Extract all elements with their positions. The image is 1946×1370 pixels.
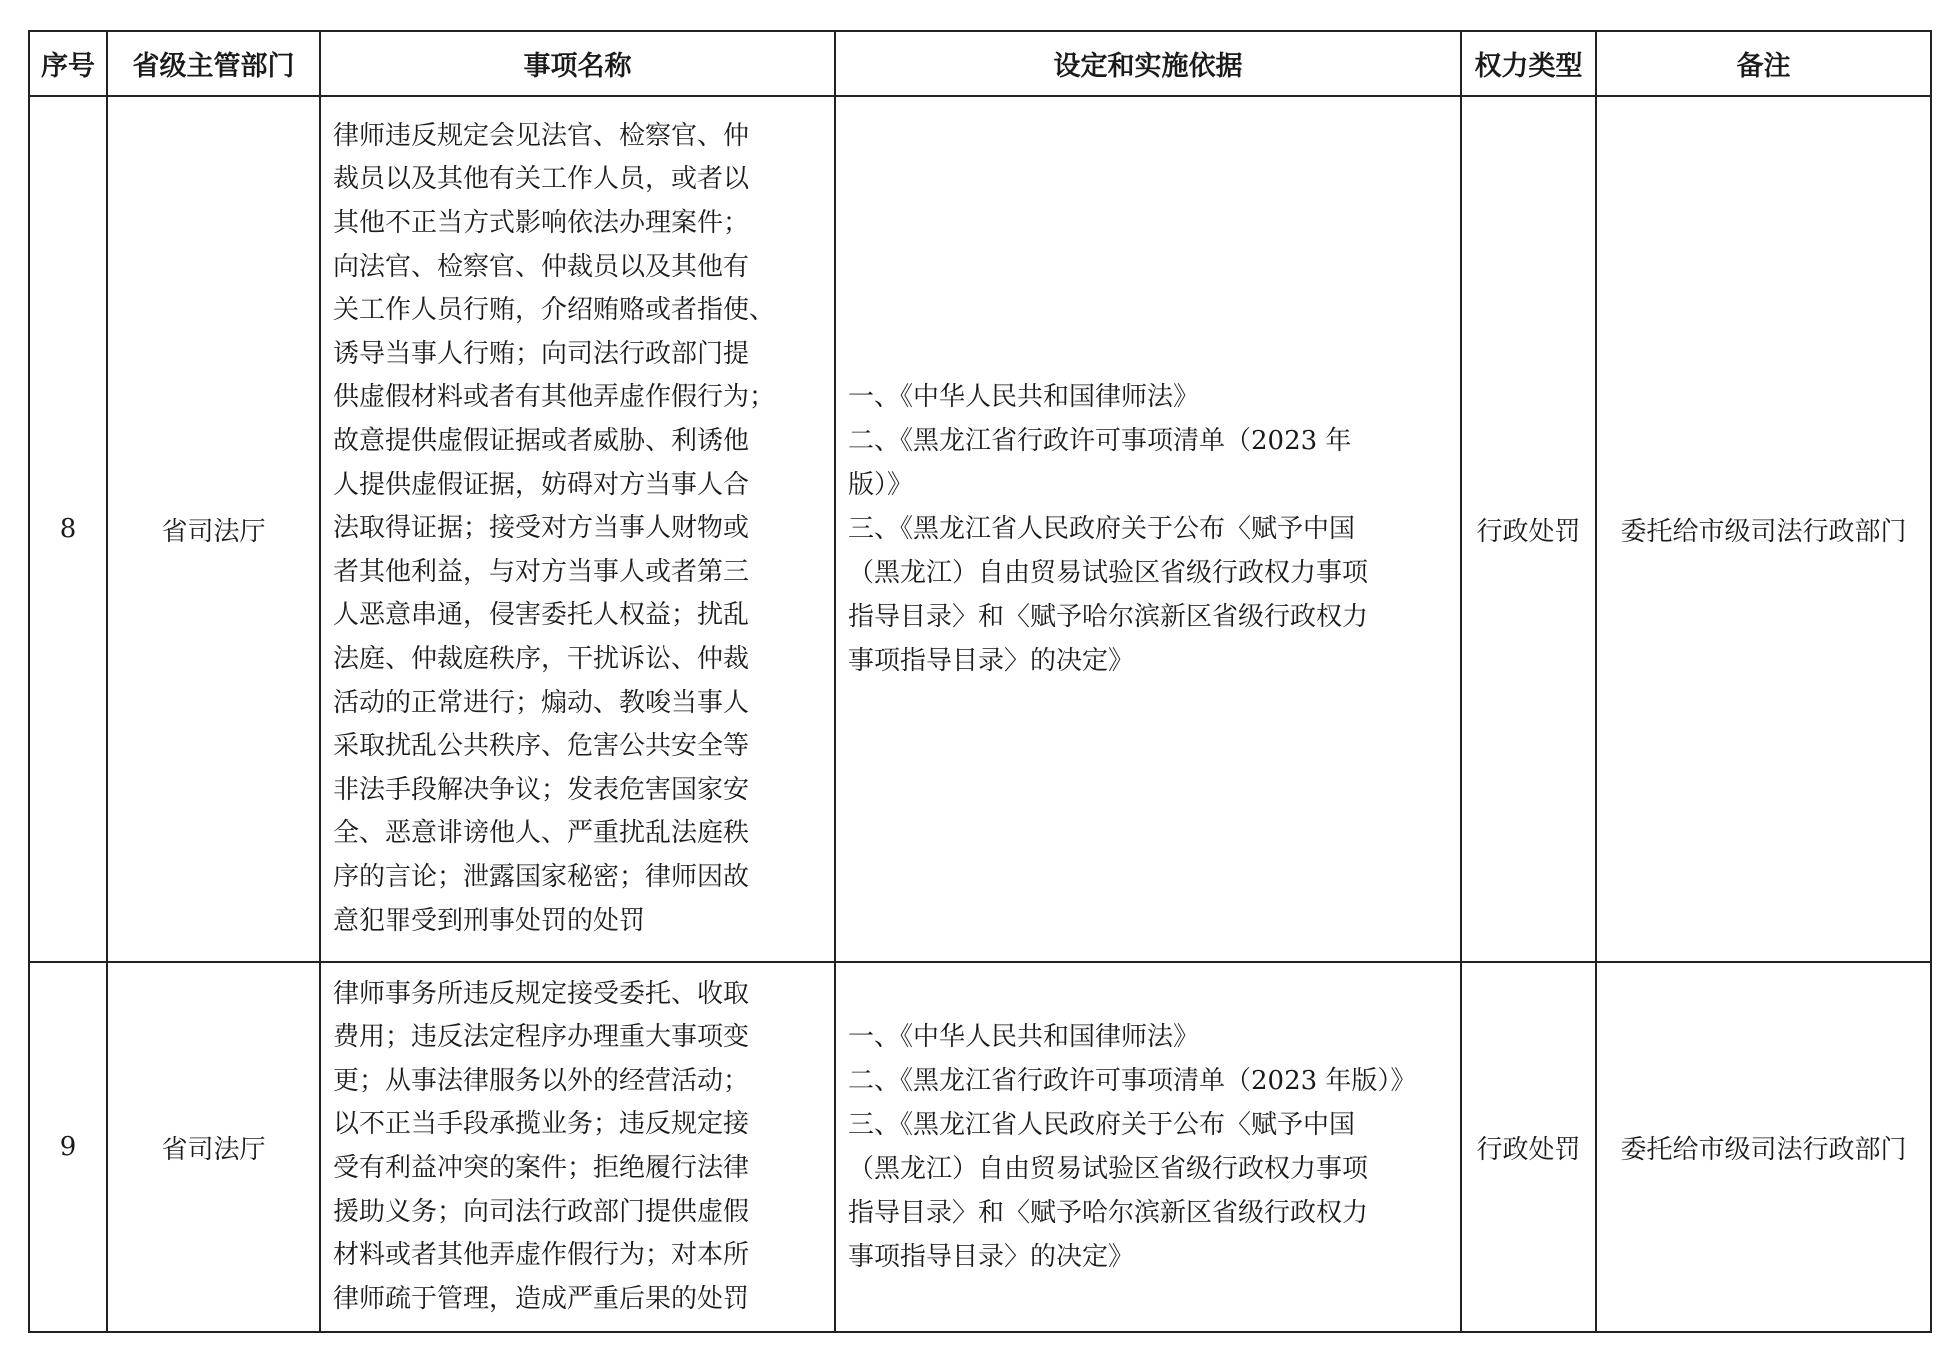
document-page — [28, 30, 1930, 1333]
cell-remark: 委托给市级司法行政部门 — [1596, 96, 1931, 962]
cell-basis — [835, 96, 1461, 962]
basis-text: 一、《中华人民共和国律师法》 二、《黑龙江省行政许可事项清单（2023 年版）》 三、《黑龙江省人民政府关于公布〈赋予中国 （黑龙江）自由贸易试验区省级行政权力事项 指导目录〉和〈赋予哈尔滨新区省级行政权力 事项指导目录〉的决定》 — [848, 1022, 1417, 1272]
cell-item-name — [320, 96, 835, 962]
basis-text: 一、《中华人民共和国律师法》 二、《黑龙江省行政许可事项清单（2023 年 版）》 三、《黑龙江省人民政府关于公布〈赋予中国 （黑龙江）自由贸易试验区省级行政权力事项 指导目录〉和〈赋予哈尔滨新区省级行政权力 事项指导目录〉的决定》 — [848, 382, 1369, 676]
item-name-text: 律师违反规定会见法官、检察官、仲 裁员以及其他有关工作人员，或者以 其他不正当方式影响依法办理案件； 向法官、检察官、仲裁员以及其他有 关工作人员行贿，介绍贿赂或者指使、 诱导当事人行贿；向司法行政部门提 供虚假材料或者有其他弄虚作假行为； 故意提供虚假证据或者威胁、利诱他 人提供虚假证据，妨碍对方当事人合 法取得证据；接受对方当事人财物或 者其他利益，与对方当事人或者第三 人恶意串通，侵害委托人权益；扰乱 法庭、仲裁庭秩序，干扰诉讼、仲裁 活动的正常进行；煽动、教唆当事人 采取扰乱公共秩序、危害公共安全等 非法手段解决争议；发表危害国家安 全、恶意诽谤他人、严重扰乱法庭秩 序的言论；泄露国家秘密；律师因故 意犯罪受到刑事处罚的处罚 — [333, 120, 776, 936]
cell-remark: 委托给市级司法行政部门 — [1596, 962, 1931, 1332]
cell-dept: 省司法厅 — [107, 96, 320, 962]
cell-seq: 8 — [29, 96, 107, 962]
header-basis: 设定和实施依据 — [835, 31, 1461, 96]
header-power-type: 权力类型 — [1461, 31, 1596, 96]
header-dept: 省级主管部门 — [107, 31, 320, 96]
table-header-row — [29, 31, 1931, 96]
cell-dept: 省司法厅 — [107, 962, 320, 1332]
header-remark: 备注 — [1596, 31, 1931, 96]
cell-seq: 9 — [29, 962, 107, 1332]
table-row — [29, 96, 1931, 962]
cell-basis — [835, 962, 1461, 1332]
cell-power-type: 行政处罚 — [1461, 96, 1596, 962]
header-item-name: 事项名称 — [320, 31, 835, 96]
header-seq: 序号 — [29, 31, 107, 96]
item-name-text: 律师事务所违反规定接受委托、收取 费用；违反法定程序办理重大事项变 更；从事法律服务以外的经营活动； 以不正当手段承揽业务；违反规定接 受有利益冲突的案件；拒绝履行法律 援助义务；向司法行政部门提供虚假 材料或者其他弄虚作假行为；对本所 律师疏于管理，造成严重后果的处罚 — [333, 978, 750, 1314]
power-list-table — [28, 30, 1932, 1333]
table-row — [29, 962, 1931, 1332]
cell-item-name — [320, 962, 835, 1332]
cell-power-type: 行政处罚 — [1461, 962, 1596, 1332]
